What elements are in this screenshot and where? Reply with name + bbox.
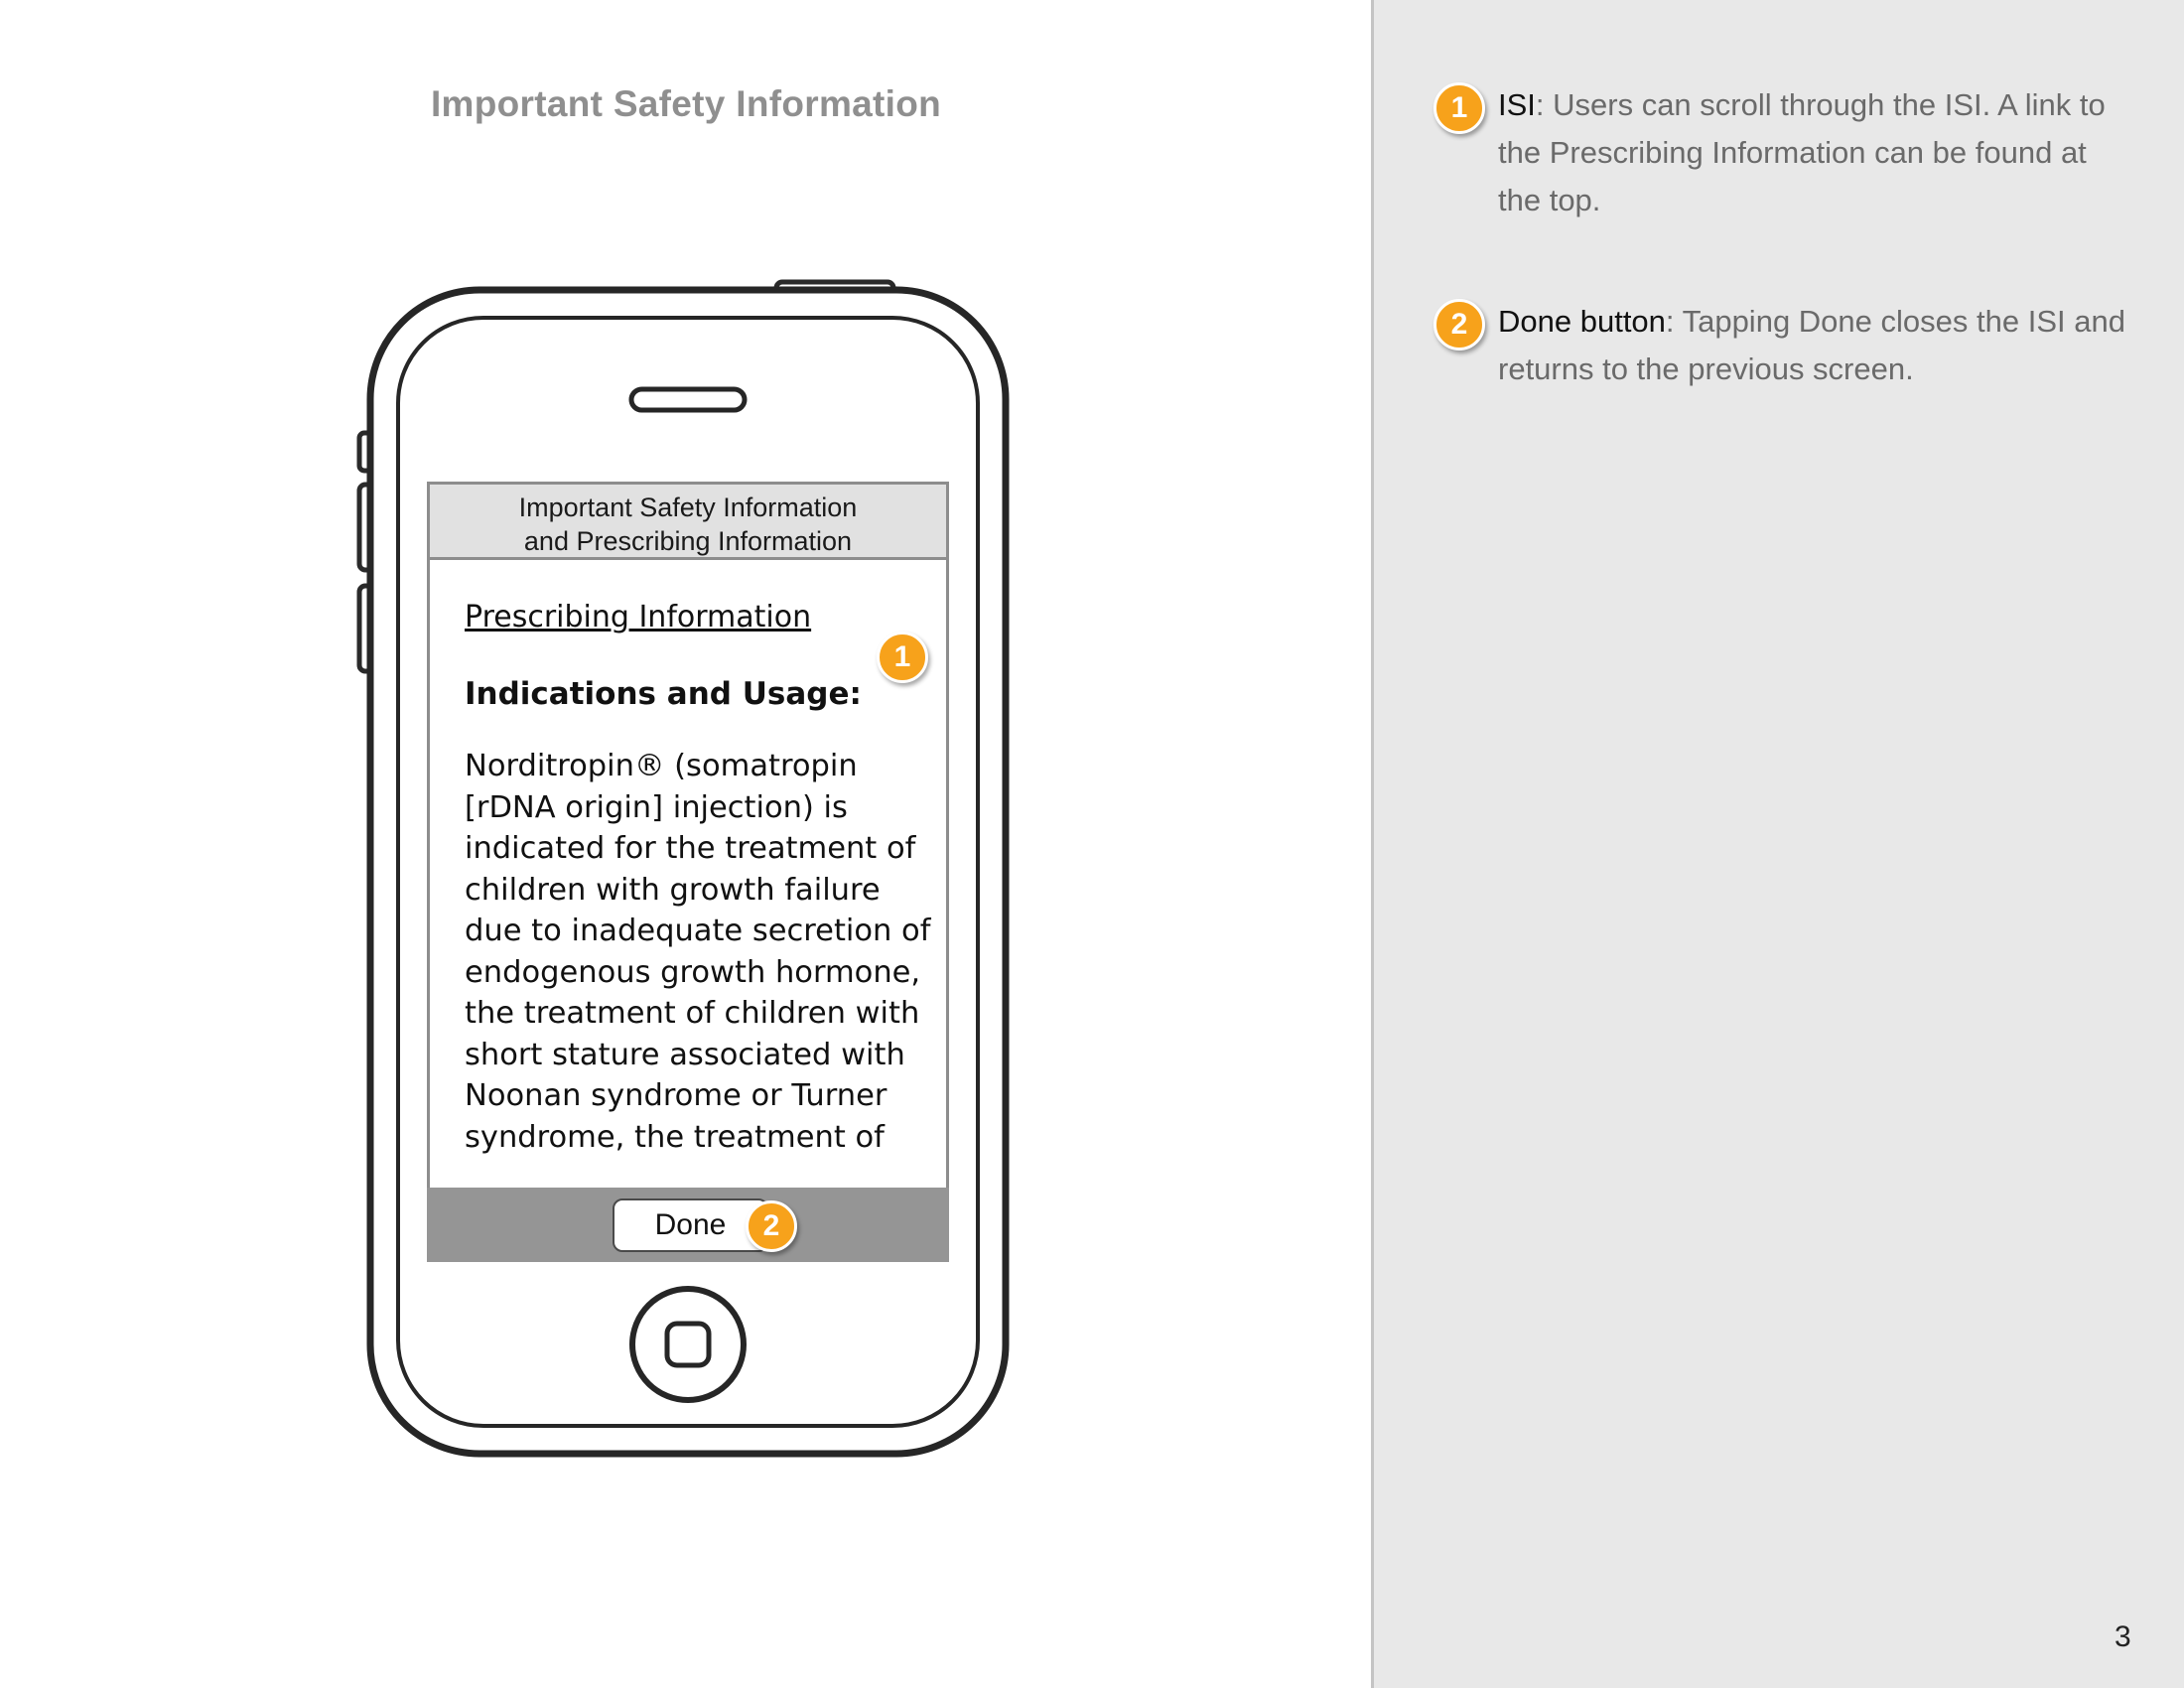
page-title: Important Safety Information <box>430 83 942 124</box>
isi-header-line2: and Prescribing Information <box>523 526 853 556</box>
prescribing-information-link[interactable]: Prescribing Information <box>465 600 812 634</box>
page-number: 3 <box>2115 1620 2131 1653</box>
phone-screen <box>427 482 949 1262</box>
annotation-badge-1: 1 <box>1433 82 1485 134</box>
done-button[interactable]: Done <box>613 1198 768 1252</box>
annotation-2 <box>1498 298 2133 393</box>
indications-body-text: Norditropin® (somatropin [rDNA origin] injection) is indicated for the treatment of children with growth failure due to inadequate secretion of endogenous growth hormone, the treatment of children with short stature associated with Noonan syndrome or Turner syndrome, the treatment of <box>465 749 931 1155</box>
callout-badge-1: 1 <box>877 632 928 683</box>
annotation-badge-2: 2 <box>1433 299 1485 351</box>
annotation-2-text: : Tapping Done closes the ISI and returns to the previous screen. <box>1498 304 2125 386</box>
isi-header <box>427 482 949 560</box>
isi-footer-bar <box>427 1188 949 1262</box>
annotation-pane <box>1371 0 2184 1688</box>
speaker-grille <box>631 389 745 410</box>
home-button-square-icon <box>667 1324 709 1365</box>
annotation-1 <box>1498 81 2133 224</box>
isi-scroll-area[interactable] <box>427 560 949 1188</box>
indications-heading: Indications and Usage: <box>465 676 862 712</box>
annotation-2-term: Done button <box>1498 304 1666 339</box>
annotation-1-text: : Users can scroll through the ISI. A link to the Prescribing Information can be found at the top. <box>1498 87 2106 217</box>
annotation-1-term: ISI <box>1498 87 1536 122</box>
callout-badge-2: 2 <box>746 1200 797 1252</box>
isi-header-line1: Important Safety Information <box>518 492 858 522</box>
